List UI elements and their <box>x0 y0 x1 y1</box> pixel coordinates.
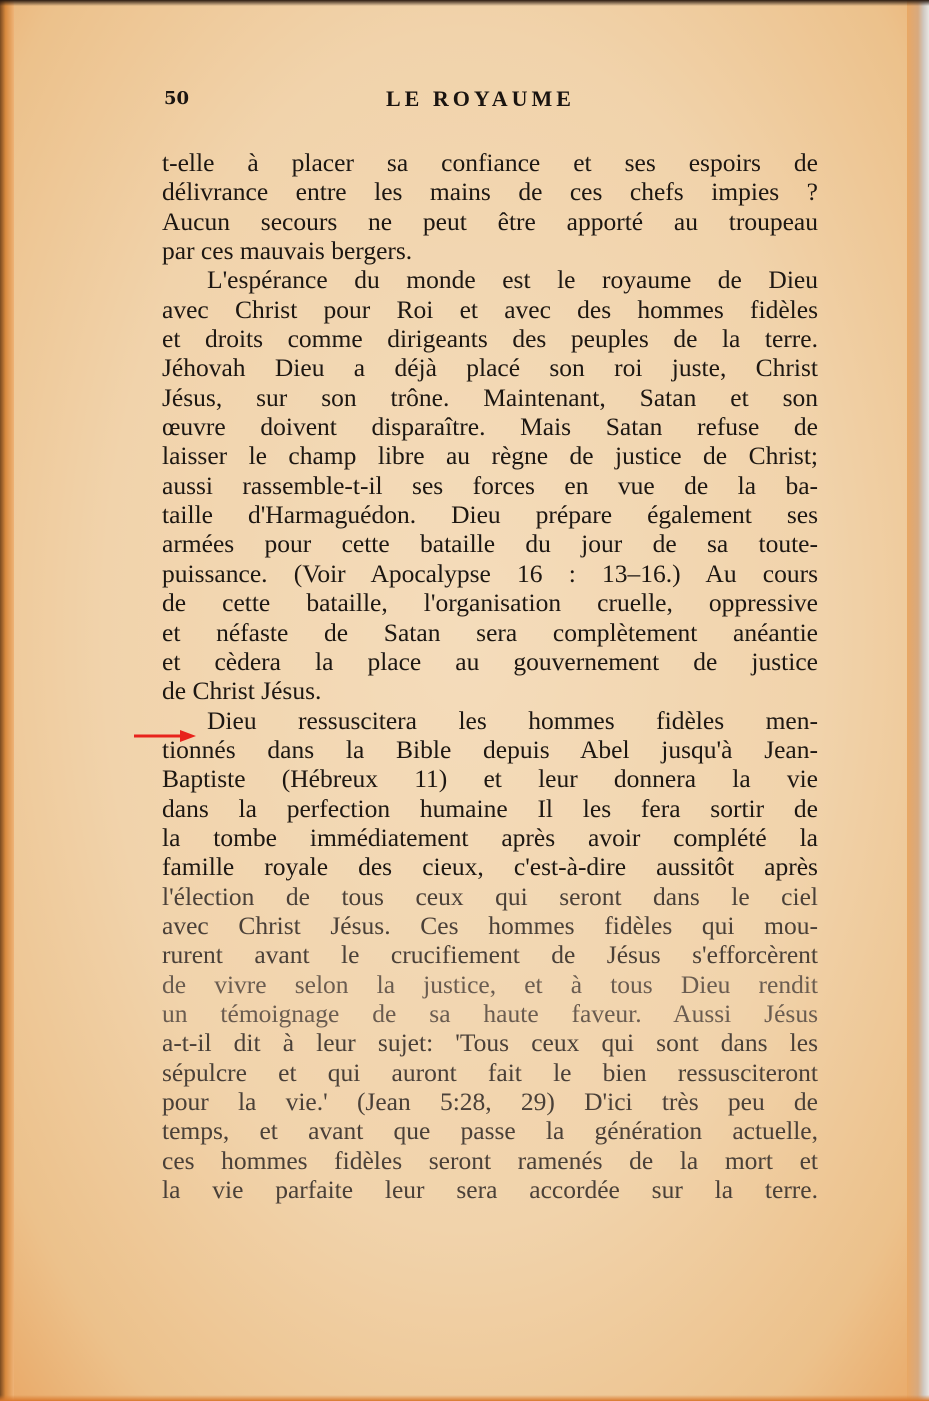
text-line: Baptiste (Hébreux 11) et leur donnera la vie <box>162 764 818 794</box>
running-title: LE ROYAUME <box>386 86 575 111</box>
text-line: de cette bataille, l'organisation cruelle, oppressive <box>162 588 818 618</box>
text-line: armées pour cette bataille du jour de sa toute- <box>162 529 818 559</box>
text-line: de vivre selon la justice, et à tous Dieu rendit <box>162 969 818 999</box>
text-line: sépulcre et qui auront fait le bien ressusciteront <box>162 1057 818 1087</box>
text-line: de Christ Jésus. <box>162 676 322 706</box>
page-edge-bottom <box>0 1395 929 1401</box>
text-line: la vie parfaite leur sera accordée sur la terre. <box>162 1175 818 1205</box>
body-text <box>162 148 818 1204</box>
page-edge-top <box>0 0 929 6</box>
text-line: avec Christ pour Roi et avec des hommes fidèles <box>162 294 818 324</box>
text-line: et droits comme dirigeants des peuples de la terre. <box>162 324 818 354</box>
text-line: aussi rassemble-t-il ses forces en vue de la ba- <box>162 470 818 500</box>
text-line: rurent avant le crucifiement de Jésus s'efforcèrent <box>162 940 818 970</box>
text-line: Aucun secours ne peut être apporté au troupeau <box>162 206 818 236</box>
text-line: t-elle à placer sa confiance et ses espoirs de <box>162 148 818 177</box>
text-line: avec Christ Jésus. Ces hommes fidèles qui mou- <box>162 910 818 940</box>
paragraph <box>162 148 818 265</box>
text-line: œuvre doivent disparaître. Mais Satan refuse de <box>162 412 818 442</box>
text-line: tionnés dans la Bible depuis Abel jusqu'à Jean- <box>162 734 818 764</box>
paragraph-marked <box>162 706 818 1205</box>
text-line: un témoignage de sa haute faveur. Aussi Jésus <box>162 998 818 1028</box>
page-edge-left <box>0 0 14 1401</box>
text-line: Jéhovah Dieu a déjà placé son roi juste, Christ <box>162 353 818 383</box>
text-line: l'élection de tous ceux qui seront dans le ciel <box>162 881 818 911</box>
text-line: dans la perfection humaine Il les fera sortir de <box>162 793 818 823</box>
text-line: Jésus, sur son trône. Maintenant, Satan et son <box>162 382 818 412</box>
text-line: a-t-il dit à leur sujet: 'Tous ceux qui sont dans les <box>162 1028 818 1058</box>
text-line: L'espérance du monde est le royaume de Dieu <box>207 265 818 295</box>
text-line: pour la vie.' (Jean 5:28, 29) D'ici très peu de <box>162 1087 818 1116</box>
text-line: temps, et avant que passe la génération actuelle, <box>162 1116 818 1146</box>
page-number: 50 <box>164 88 190 109</box>
text-line: laisser le champ libre au règne de justice de Christ; <box>162 441 818 471</box>
text-line: taille d'Harmaguédon. Dieu prépare également ses <box>162 500 818 530</box>
page-edge-right <box>907 0 929 1401</box>
text-line: famille royale des cieux, c'est-à-dire aussitôt après <box>162 852 818 882</box>
text-line: et cèdera la place au gouvernement de justice <box>162 646 818 676</box>
text-line: et néfaste de Satan sera complètement anéantie <box>162 617 818 647</box>
text-line: Dieu ressuscitera les hommes fidèles men- <box>207 705 818 735</box>
text-line: ces hommes fidèles seront ramenés de la mort et <box>162 1145 818 1175</box>
text-line: la tombe immédiatement après avoir complété la <box>162 822 818 852</box>
text-line: délivrance entre les mains de ces chefs impies ? <box>162 177 818 207</box>
text-line: par ces mauvais bergers. <box>162 236 413 266</box>
paragraph <box>162 265 818 705</box>
text-line: puissance. (Voir Apocalypse 16 : 13–16.) Au cours <box>162 558 818 588</box>
